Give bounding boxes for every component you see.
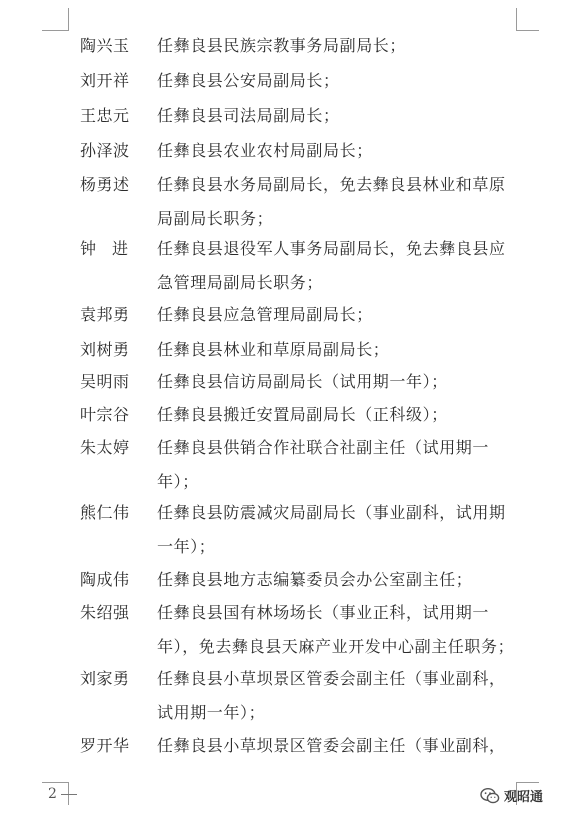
person-name: 杨勇述 [80, 175, 130, 194]
appointment-text: 任彝良县国有林场场长（事业正科，试用期一年），免去彝良县天麻产业开发中心副主任职务； [157, 603, 515, 656]
person-name: 孙泽波 [80, 141, 130, 160]
appointment-text: 任彝良县司法局副局长； [157, 106, 340, 125]
appointment-text: 任彝良县水务局副局长，免去彝良县林业和草原局副局长职务； [157, 175, 506, 228]
person-name: 袁邦勇 [80, 305, 130, 324]
page-number [48, 786, 81, 802]
person-name: 罗开华 [80, 736, 130, 755]
appointment-text: 任彝良县防震减灾局副局长（事业副科，试用期一年）； [157, 503, 506, 556]
person-name: 王忠元 [80, 106, 130, 125]
appointment-text: 任彝良县农业农村局副局长； [157, 141, 373, 160]
appointment-text: 任彝良县公安局副局长； [157, 71, 340, 90]
crop-mark-top-right [516, 8, 539, 31]
appointment-text: 任彝良县小草坝景区管委会副主任（事业副科，试用期一年）； [157, 669, 506, 722]
source-watermark [480, 786, 543, 805]
person-name: 陶成伟 [80, 570, 130, 589]
person-name: 陶兴玉 [80, 36, 130, 55]
appointment-text: 任彝良县民族宗教事务局副局长； [157, 36, 407, 55]
appointment-text: 任彝良县地方志编纂委员会办公室副主任； [157, 570, 473, 589]
person-name: 熊仁伟 [80, 503, 130, 522]
appointment-text: 任彝良县供销合作社联合社副主任（试用期一年）； [157, 438, 490, 491]
watermark-text: 观昭通 [504, 790, 544, 805]
person-name: 朱太婷 [80, 438, 130, 457]
appointment-text: 任彝良县退役军人事务局副局长，免去彝良县应急管理局副局长职务； [157, 239, 506, 292]
person-name: 吴明雨 [80, 372, 130, 391]
appointment-text: 任彝良县信访局副局长（试用期一年）； [157, 372, 448, 391]
wechat-icon [480, 787, 500, 805]
person-name: 刘树勇 [80, 340, 130, 359]
person-name: 刘家勇 [80, 669, 130, 688]
person-name: 朱绍强 [80, 603, 130, 622]
appointment-text: 任彝良县小草坝景区管委会副主任（事业副科， [157, 736, 506, 755]
crop-mark-top-left [42, 8, 69, 31]
page-number-label: 2 [48, 786, 57, 802]
person-name: 钟进 [80, 239, 145, 258]
appointment-text: 任彝良县搬迁安置局副局长（正科级）； [157, 405, 448, 424]
person-name: 刘开祥 [80, 71, 130, 90]
page-number-dash [61, 794, 77, 795]
appointment-text: 任彝良县林业和草原局副局长； [157, 340, 390, 359]
person-name: 叶宗谷 [80, 405, 130, 424]
appointment-text: 任彝良县应急管理局副局长； [157, 305, 373, 324]
